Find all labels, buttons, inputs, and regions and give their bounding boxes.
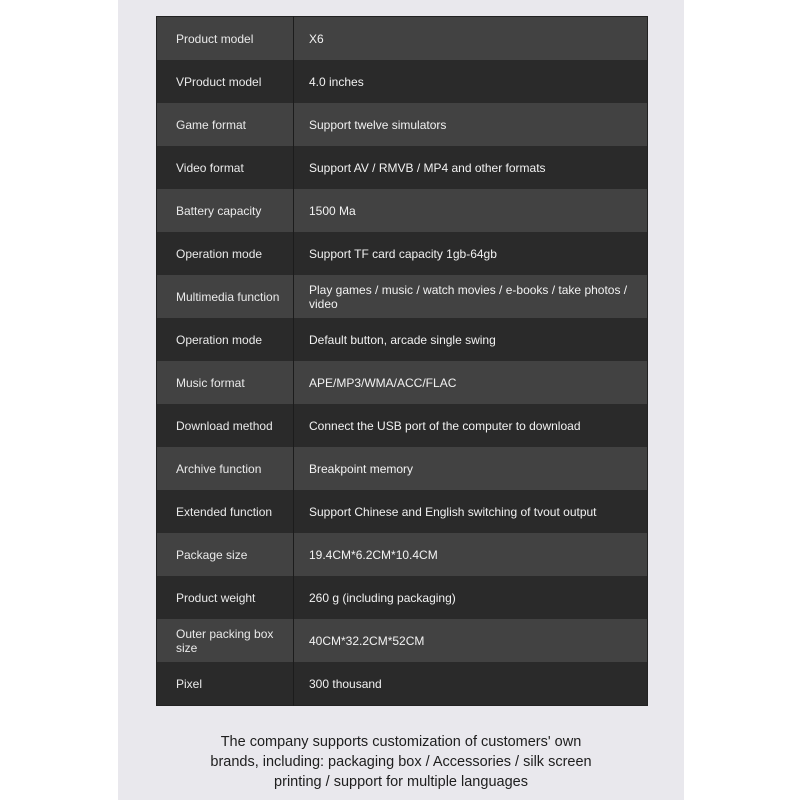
- spec-value: 260 g (including packaging): [294, 576, 648, 619]
- table-row: [157, 103, 648, 146]
- spec-value: Default button, arcade single swing: [294, 318, 648, 361]
- spec-label: Product model: [157, 17, 294, 61]
- table-row: [157, 189, 648, 232]
- spec-label: Package size: [157, 533, 294, 576]
- table-row: [157, 447, 648, 490]
- table-row: [157, 490, 648, 533]
- spec-label: VProduct model: [157, 60, 294, 103]
- customization-note: [118, 732, 684, 792]
- spec-label: Download method: [157, 404, 294, 447]
- spec-value: Breakpoint memory: [294, 447, 648, 490]
- spec-label: Operation mode: [157, 318, 294, 361]
- spec-value: Support TF card capacity 1gb-64gb: [294, 232, 648, 275]
- spec-label: Battery capacity: [157, 189, 294, 232]
- spec-value: 40CM*32.2CM*52CM: [294, 619, 648, 662]
- table-row: [157, 576, 648, 619]
- spec-value: 1500 Ma: [294, 189, 648, 232]
- spec-label: Multimedia function: [157, 275, 294, 318]
- spec-label: Archive function: [157, 447, 294, 490]
- spec-table: [156, 16, 648, 706]
- spec-value: 4.0 inches: [294, 60, 648, 103]
- table-row: [157, 146, 648, 189]
- table-row: [157, 533, 648, 576]
- table-row: [157, 662, 648, 706]
- spec-value: 19.4CM*6.2CM*10.4CM: [294, 533, 648, 576]
- table-row: [157, 60, 648, 103]
- table-row: [157, 404, 648, 447]
- customization-note-line: brands, including: packaging box / Accessories / silk screen: [210, 754, 592, 770]
- spec-label: Product weight: [157, 576, 294, 619]
- spec-value: X6: [294, 17, 648, 61]
- spec-value: Support twelve simulators: [294, 103, 648, 146]
- spec-label: Operation mode: [157, 232, 294, 275]
- spec-value: Support AV / RMVB / MP4 and other formats: [294, 146, 648, 189]
- spec-label: Music format: [157, 361, 294, 404]
- customization-note-line: The company supports customization of customers' own: [220, 734, 582, 750]
- table-row: [157, 17, 648, 61]
- table-row: [157, 275, 648, 318]
- spec-label: Extended function: [157, 490, 294, 533]
- table-row: [157, 361, 648, 404]
- spec-value: 300 thousand: [294, 662, 648, 706]
- customization-note-line: printing / support for multiple languages: [274, 774, 528, 790]
- spec-label: Game format: [157, 103, 294, 146]
- table-row: [157, 619, 648, 662]
- spec-value: APE/MP3/WMA/ACC/FLAC: [294, 361, 648, 404]
- table-row: [157, 232, 648, 275]
- spec-value: Play games / music / watch movies / e-books / take photos / video: [294, 275, 648, 318]
- spec-value: Connect the USB port of the computer to download: [294, 404, 648, 447]
- spec-label: Outer packing box size: [157, 619, 294, 662]
- spec-label: Video format: [157, 146, 294, 189]
- spec-label: Pixel: [157, 662, 294, 706]
- table-row: [157, 318, 648, 361]
- spec-value: Support Chinese and English switching of tvout output: [294, 490, 648, 533]
